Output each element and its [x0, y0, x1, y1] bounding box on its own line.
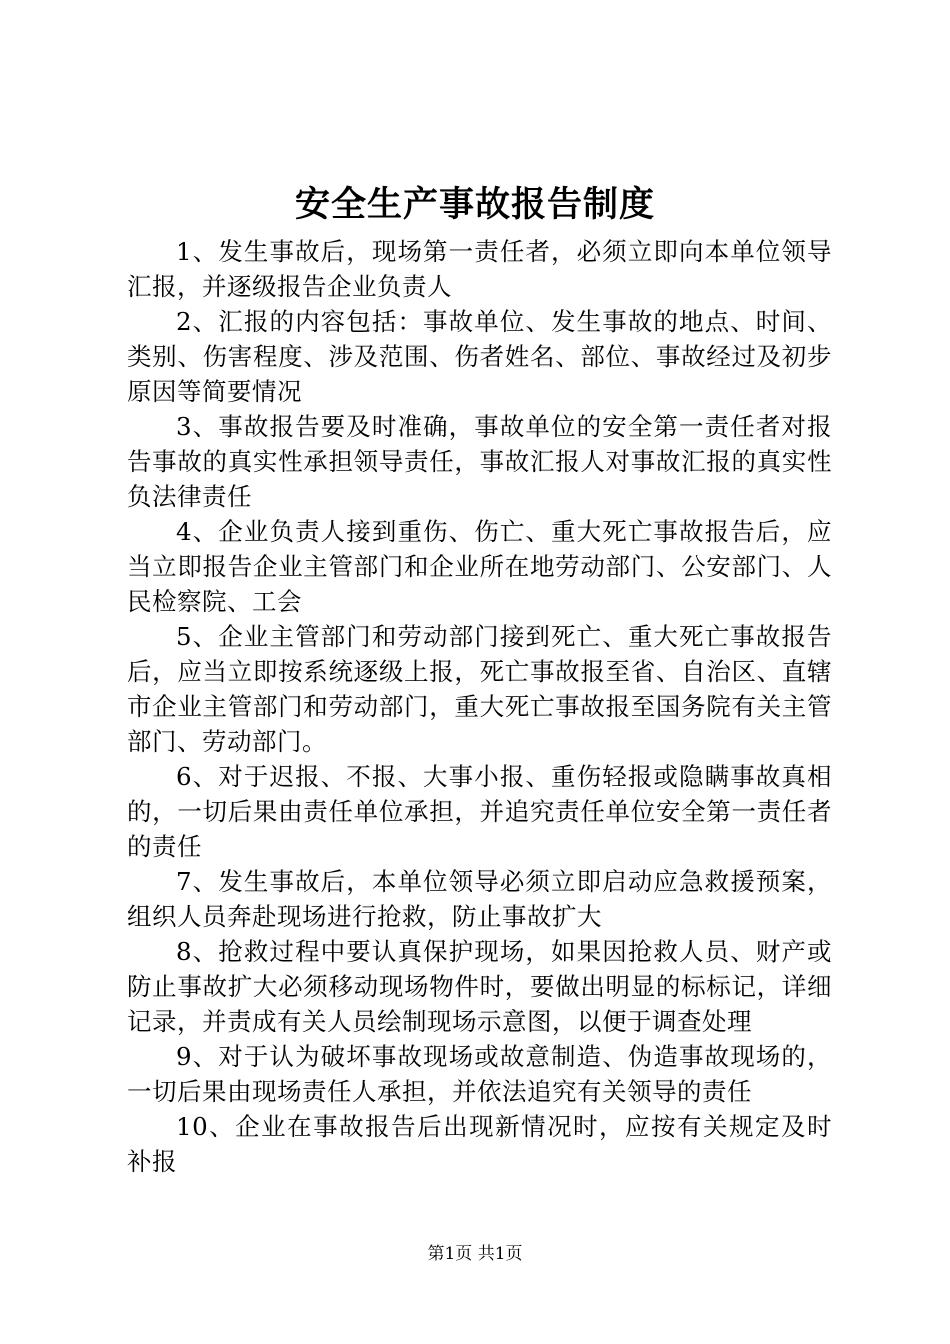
paragraph-9: 9、对于认为破坏事故现场或故意制造、伪造事故现场的，一切后果由现场责任人承担，并依法追究有关领导的责任 [127, 1042, 832, 1106]
paragraph-4: 4、企业负责人接到重伤、伤亡、重大死亡事故报告后，应当立即报告企业主管部门和企业所在地劳动部门、公安部门、人民检察院、工会 [127, 517, 832, 616]
paragraph-10: 10、企业在事故报告后出现新情况时，应按有关规定及时补报 [127, 1112, 832, 1176]
page-footer: 第1页 共1页 [427, 1244, 523, 1264]
document-body [127, 234, 832, 1179]
paragraph-6: 6、对于迟报、不报、大事小报、重伤轻报或隐瞒事故真相的，一切后果由责任单位承担，并追究责任单位安全第一责任者的责任 [127, 762, 832, 861]
document-title: 安全生产事故报告制度 [294, 184, 655, 225]
paragraph-8: 8、抢救过程中要认真保护现场，如果因抢救人员、财产或防止事故扩大必须移动现场物件时，要做出明显的标标记，详细记录，并责成有关人员绘制现场示意图，以便于调查处理 [127, 937, 832, 1036]
paragraph-5: 5、企业主管部门和劳动部门接到死亡、重大死亡事故报告后，应当立即按系统逐级上报，死亡事故报至省、自治区、直辖市企业主管部门和劳动部门，重大死亡事故报至国务院有关主管部门、劳动部门。 [127, 622, 832, 756]
paragraph-2: 2、汇报的内容包括：事故单位、发生事故的地点、时间、类别、伤害程度、涉及范围、伤者姓名、部位、事故经过及初步原因等简要情况 [127, 307, 832, 406]
paragraph-1: 1、发生事故后，现场第一责任者，必须立即向本单位领导汇报，并逐级报告企业负责人 [127, 237, 832, 301]
paragraph-3: 3、事故报告要及时准确，事故单位的安全第一责任者对报告事故的真实性承担领导责任，事故汇报人对事故汇报的真实性负法律责任 [127, 412, 832, 511]
paragraph-7: 7、发生事故后，本单位领导必须立即启动应急救援预案，组织人员奔赴现场进行抢救，防止事故扩大 [127, 867, 832, 931]
